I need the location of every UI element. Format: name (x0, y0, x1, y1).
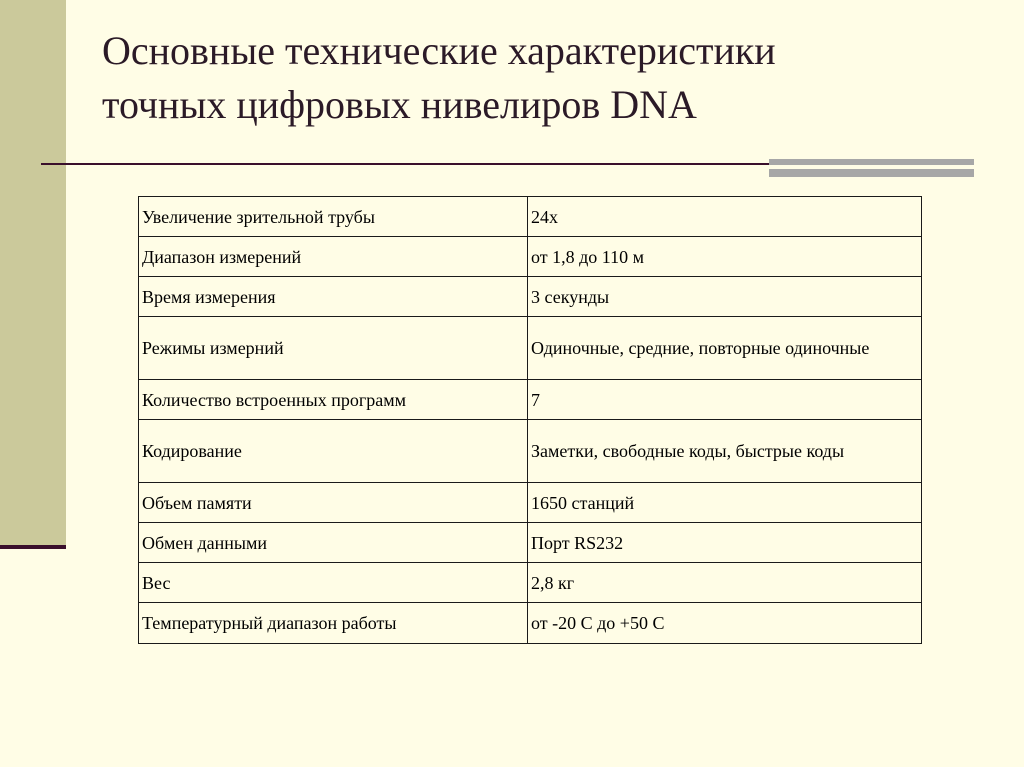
left-band-accent-line (0, 545, 66, 549)
slide-title (102, 24, 982, 132)
spec-value-cell: Порт RS232 (528, 523, 922, 563)
title-divider-gray-bar (769, 159, 974, 177)
spec-param-cell: Вес (139, 563, 528, 603)
slide-title-line-1: Основные технические характеристики (102, 28, 776, 73)
spec-value-cell: 7 (528, 380, 922, 420)
left-decorative-band (0, 0, 66, 549)
spec-param-cell: Диапазон измерений (139, 237, 528, 277)
table-row (139, 277, 922, 317)
spec-value-cell: Одиночные, средние, повторные одиночные (528, 317, 922, 380)
spec-param-cell: Количество встроенных программ (139, 380, 528, 420)
slide-title-line-2: точных цифровых нивелиров DNA (102, 82, 697, 127)
spec-table (138, 196, 922, 644)
spec-param-cell: Кодирование (139, 420, 528, 483)
table-row (139, 603, 922, 644)
table-row (139, 317, 922, 380)
spec-value-cell: 2,8 кг (528, 563, 922, 603)
spec-param-cell: Обмен данными (139, 523, 528, 563)
spec-value-cell: Заметки, свободные коды, быстрые коды (528, 420, 922, 483)
spec-value-cell: 1650 станций (528, 483, 922, 523)
spec-param-cell: Увеличение зрительной трубы (139, 197, 528, 237)
spec-value-cell: 24х (528, 197, 922, 237)
table-row (139, 523, 922, 563)
table-row (139, 237, 922, 277)
spec-param-cell: Объем памяти (139, 483, 528, 523)
table-row (139, 563, 922, 603)
title-divider-line (41, 163, 771, 165)
table-row (139, 483, 922, 523)
table-row (139, 380, 922, 420)
spec-value-cell: от -20 С до +50 С (528, 603, 922, 644)
spec-param-cell: Время измерения (139, 277, 528, 317)
spec-param-cell: Температурный диапазон работы (139, 603, 528, 644)
table-row (139, 197, 922, 237)
spec-value-cell: 3 секунды (528, 277, 922, 317)
spec-value-cell: от 1,8 до 110 м (528, 237, 922, 277)
table-row (139, 420, 922, 483)
spec-param-cell: Режимы измерний (139, 317, 528, 380)
